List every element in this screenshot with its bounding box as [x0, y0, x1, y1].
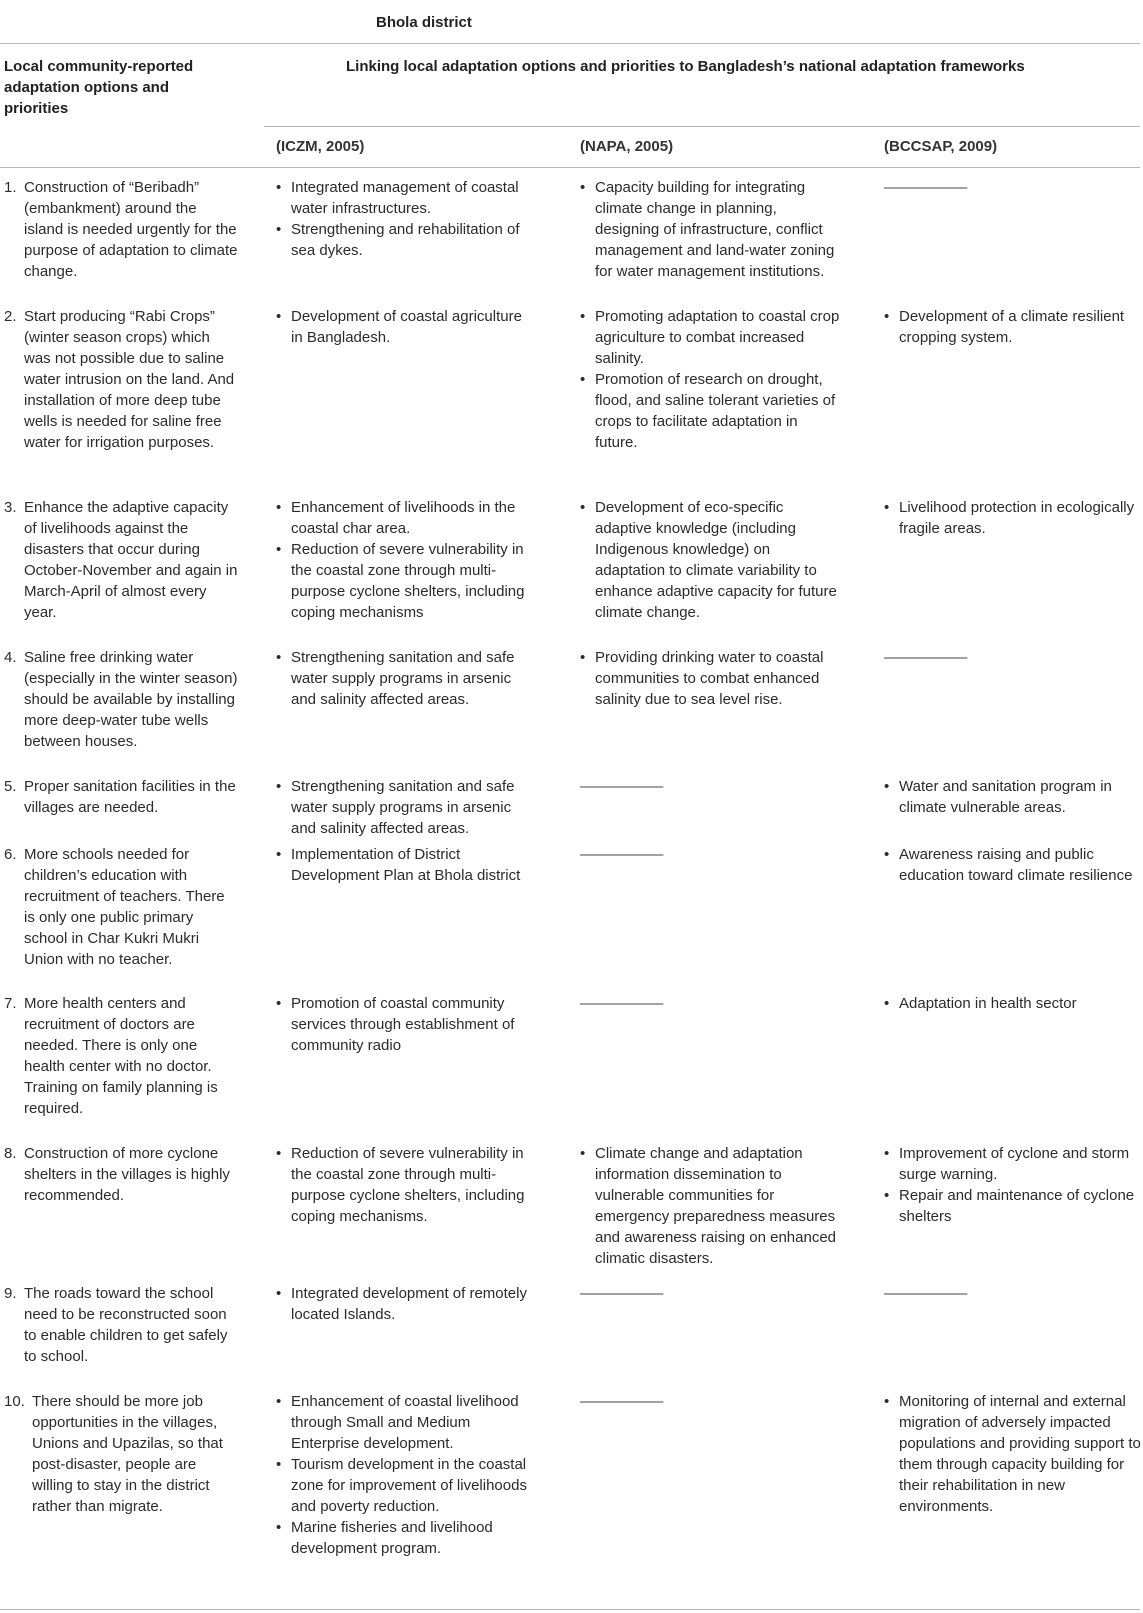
framework-header-bccsap: (BCCSAP, 2009) — [884, 138, 998, 155]
iczm-cell — [276, 1391, 536, 1559]
row-number: 6. — [4, 846, 17, 863]
bullet-item: • Repair and maintenance of cyclone shelters — [884, 1185, 1143, 1227]
bullet-item: • Enhancement of coastal livelihood through Small and Medium Enterprise development. — [276, 1391, 536, 1454]
napa-cell — [580, 177, 840, 282]
row-number: 2. — [4, 308, 17, 325]
bccsap-cell — [884, 306, 1143, 348]
iczm-cell — [276, 776, 536, 839]
bccsap-cell — [884, 1283, 1143, 1304]
bullet-list — [580, 177, 840, 282]
iczm-cell — [276, 1143, 536, 1227]
local-option-text: Saline free drinking water (especially in the winter season) should be available by installing more deep-water tube wells between houses. — [24, 649, 238, 750]
bullet-list — [276, 306, 536, 348]
bullet-item: • Promotion of coastal community services through establishment of community radio — [276, 993, 536, 1056]
iczm-cell — [276, 497, 536, 623]
bullet-item: • Climate change and adaptation information dissemination to vulnerable communities for emergency preparedness measures and awareness raising on enhanced climatic disasters. — [580, 1143, 840, 1269]
divider-top — [0, 43, 1140, 44]
row-number: 7. — [4, 995, 17, 1012]
bullet-item: • Integrated management of coastal water infrastructures. — [276, 177, 536, 219]
napa-cell — [580, 497, 840, 623]
frameworks-header: Linking local adaptation options and priorities to Bangladesh’s national adaptation frameworks — [346, 58, 1025, 75]
empty-placeholder: —————– — [580, 778, 664, 795]
local-option-text: Construction of more cyclone shelters in the villages is highly recommended. — [24, 1145, 230, 1204]
napa-cell — [580, 306, 840, 453]
district-title: Bhola district — [376, 14, 472, 31]
napa-cell — [580, 1283, 840, 1304]
bullet-list — [276, 647, 536, 710]
local-option-text: More schools needed for children’s education with recruitment of teachers. There is only one public primary school in Char Kukri Mukri Union with no teacher. — [24, 846, 225, 968]
napa-cell — [580, 844, 840, 865]
bccsap-cell — [884, 1391, 1143, 1517]
bullet-list — [884, 1143, 1143, 1227]
bullet-list — [276, 1391, 536, 1559]
napa-cell — [580, 647, 840, 710]
bccsap-cell — [884, 844, 1143, 886]
bullet-list — [580, 1143, 840, 1269]
bullet-list — [580, 306, 840, 453]
bullet-list — [276, 1143, 536, 1227]
bullet-item: • Improvement of cyclone and storm surge warning. — [884, 1143, 1143, 1185]
local-option-text: Enhance the adaptive capacity of livelihoods against the disasters that occur during October-November and again in March-April of almost every year. — [24, 499, 238, 621]
bullet-item: • Development of eco-specific adaptive knowledge (including Indigenous knowledge) on adaptation to climate variability to enhance adaptive capacity for future climate change. — [580, 497, 840, 623]
bullet-list — [884, 497, 1143, 539]
empty-placeholder: —————– — [580, 1393, 664, 1410]
divider-bottom — [0, 1609, 1140, 1610]
bccsap-cell — [884, 177, 1143, 198]
bccsap-cell — [884, 647, 1143, 668]
napa-cell — [580, 993, 840, 1014]
empty-placeholder: —————– — [580, 1285, 664, 1302]
bullet-list — [884, 844, 1143, 886]
bullet-list — [276, 1283, 536, 1325]
bccsap-cell — [884, 993, 1143, 1014]
divider-header-bottom — [0, 167, 1140, 168]
iczm-cell — [276, 306, 536, 348]
napa-cell — [580, 776, 840, 797]
row-number: 1. — [4, 179, 17, 196]
row-number: 4. — [4, 649, 17, 666]
empty-placeholder: —————– — [580, 846, 664, 863]
bullet-list — [276, 776, 536, 839]
bullet-item: • Development of coastal agriculture in Bangladesh. — [276, 306, 536, 348]
local-option-text: There should be more job opportunities in the villages, Unions and Upazilas, so that post-disaster, people are willing to stay in the district rather than migrate. — [32, 1393, 223, 1515]
local-option-text: The roads toward the school need to be reconstructed soon to enable children to get safely to school. — [24, 1285, 228, 1365]
bullet-item: • Integrated development of remotely located Islands. — [276, 1283, 536, 1325]
bullet-item: • Promotion of research on drought, flood, and saline tolerant varieties of crops to facilitate adaptation in future. — [580, 369, 840, 453]
napa-cell — [580, 1391, 840, 1412]
bullet-item: • Strengthening and rehabilitation of sea dykes. — [276, 219, 536, 261]
napa-cell — [580, 1143, 840, 1269]
iczm-cell — [276, 1283, 536, 1325]
bullet-item: • Awareness raising and public education toward climate resilience — [884, 844, 1143, 886]
bccsap-cell — [884, 1143, 1143, 1227]
bullet-item: • Marine fisheries and livelihood development program. — [276, 1517, 536, 1559]
bccsap-cell — [884, 497, 1143, 539]
bullet-item: • Implementation of District Development Plan at Bhola district — [276, 844, 536, 886]
bullet-list — [276, 497, 536, 623]
bullet-list — [276, 844, 536, 886]
bccsap-cell — [884, 776, 1143, 818]
bullet-item: • Promoting adaptation to coastal crop agriculture to combat increased salinity. — [580, 306, 840, 369]
divider-sub — [264, 126, 1140, 127]
bullet-item: • Livelihood protection in ecologically fragile areas. — [884, 497, 1143, 539]
iczm-cell — [276, 647, 536, 710]
bullet-item: • Tourism development in the coastal zone for improvement of livelihoods and poverty reduction. — [276, 1454, 536, 1517]
bullet-item: • Strengthening sanitation and safe water supply programs in arsenic and salinity affected areas. — [276, 647, 536, 710]
row-number: 8. — [4, 1145, 17, 1162]
row-number: 9. — [4, 1285, 17, 1302]
bullet-item: • Development of a climate resilient cropping system. — [884, 306, 1143, 348]
local-option-text: More health centers and recruitment of doctors are needed. There is only one health center with no doctor. Training on family planning is required. — [24, 995, 218, 1117]
empty-placeholder: —————– — [884, 1285, 968, 1302]
bullet-list — [884, 993, 1143, 1014]
bullet-item: • Strengthening sanitation and safe water supply programs in arsenic and salinity affected areas. — [276, 776, 536, 839]
bullet-item: • Enhancement of livelihoods in the coastal char area. — [276, 497, 536, 539]
bullet-list — [580, 647, 840, 710]
bullet-list — [884, 306, 1143, 348]
bullet-list — [580, 497, 840, 623]
bullet-list — [276, 177, 536, 261]
bullet-item: • Reduction of severe vulnerability in the coastal zone through multi-purpose cyclone shelters, including coping mechanisms. — [276, 1143, 536, 1227]
bullet-item: • Monitoring of internal and external migration of adversely impacted populations and providing support to them through capacity building for their rehabilitation in new environments. — [884, 1391, 1143, 1517]
row-number: 3. — [4, 499, 17, 516]
row-number: 10. — [4, 1393, 25, 1410]
framework-header-napa: (NAPA, 2005) — [580, 138, 674, 155]
empty-placeholder: —————– — [580, 995, 664, 1012]
bullet-list — [884, 1391, 1143, 1517]
framework-header-iczm: (ICZM, 2005) — [276, 138, 365, 155]
bullet-item: • Providing drinking water to coastal communities to combat enhanced salinity due to sea level rise. — [580, 647, 840, 710]
bullet-item: • Water and sanitation program in climate vulnerable areas. — [884, 776, 1143, 818]
bullet-list — [884, 776, 1143, 818]
local-option-text: Proper sanitation facilities in the villages are needed. — [24, 778, 236, 816]
empty-placeholder: —————– — [884, 179, 968, 196]
local-option-text: Construction of “Beribadh” (embankment) around the island is needed urgently for the purpose of adaptation to climate change. — [24, 179, 238, 280]
bullet-list — [276, 993, 536, 1056]
empty-placeholder: —————– — [884, 649, 968, 666]
bullet-item: • Reduction of severe vulnerability in the coastal zone through multi-purpose cyclone shelters, including coping mechanisms — [276, 539, 536, 623]
bullet-item: • Capacity building for integrating climate change in planning, designing of infrastructure, conflict management and land-water zoning for water management institutions. — [580, 177, 840, 282]
col1-header: Local community-reported adaptation options and priorities — [4, 58, 194, 117]
bullet-item: • Adaptation in health sector — [884, 993, 1143, 1014]
row-number: 5. — [4, 778, 17, 795]
iczm-cell — [276, 177, 536, 261]
local-option-text: Start producing “Rabi Crops” (winter season crops) which was not possible due to saline water intrusion on the land. And installation of more deep tube wells is needed for saline free water for irrigation purposes. — [24, 308, 235, 451]
iczm-cell — [276, 993, 536, 1056]
iczm-cell — [276, 844, 536, 886]
